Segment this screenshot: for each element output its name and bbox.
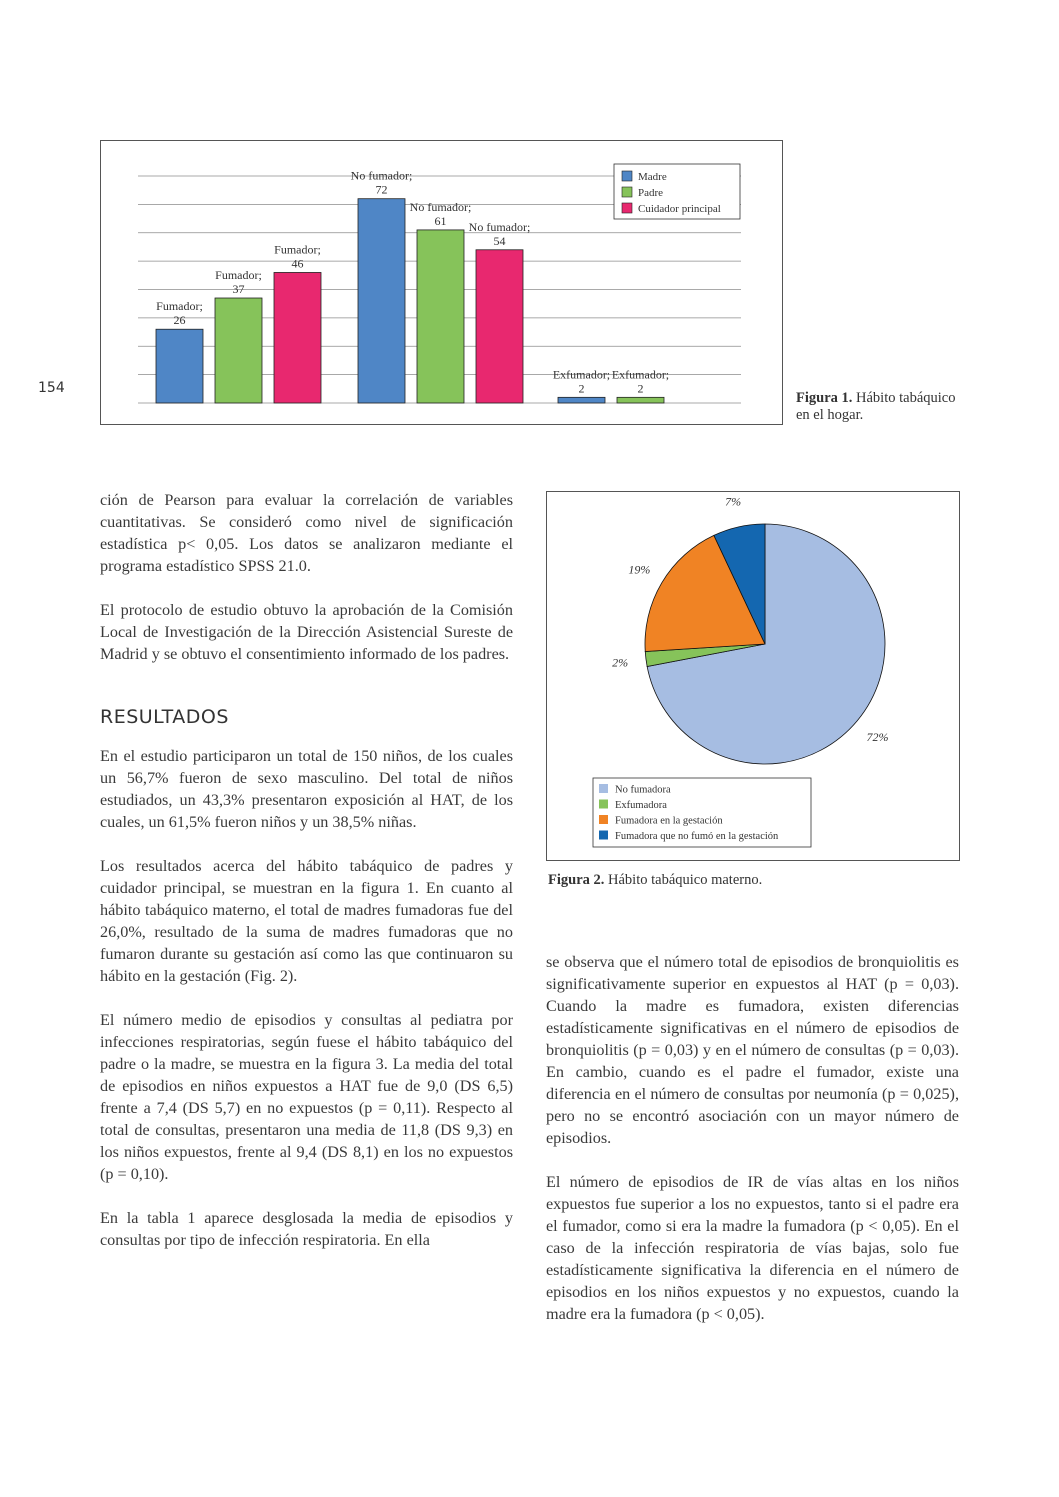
- bar-data-value: 2: [578, 381, 585, 396]
- figure-2-pie-chart: [546, 491, 960, 861]
- legend-label: Cuidador principal: [638, 203, 721, 215]
- paragraph: El protocolo de estudio obtuvo la aprobación de la Comisión Local de Investigación de la Dirección Asistencial Sureste de Madrid y se obtuvo el consentimiento informado de los padres.: [100, 601, 513, 663]
- bar: [215, 298, 262, 403]
- legend-swatch: [599, 815, 608, 824]
- paragraph: El número de episodios de IR de vías altas en los niños expuestos fue superior a los no expuestos, tanto si el padre era el fumador, como si era la madre la fumadora (p < 0,05). En el caso de la infección respiratoria de vías bajas, solo fue estadísticamente significativa la diferencia en el número de episodios en los niños expuestos y no expuestos, cuando la madre era la fumadora (p < 0,05).: [546, 1173, 959, 1323]
- legend-swatch: [599, 784, 608, 793]
- bar-data-value: 37: [232, 282, 245, 297]
- figure-2-caption-label: Figura 2.: [548, 872, 605, 888]
- left-column: [100, 489, 513, 1273]
- pie-percent-label: 2%: [612, 655, 629, 670]
- bar: [558, 397, 605, 403]
- figure-2-caption-text: Hábito tabáquico materno.: [608, 872, 763, 888]
- paragraph: El número medio de episodios y consultas al pediatra por infecciones respiratorias, según fuese el hábito tabáquico del padre o la madre, se muestra en la figura 3. La media del total de episodios en niños expuestos a HAT fue de 9,0 (DS 6,5) frente a 7,4 (DS 5,7) en no expuestos (p = 0,11). Respecto al total de consultas, presentaron una media de 11,8 (DS 9,3) en los niños expuestos, frente al 9,4 (DS 8,1) en los no expuestos (p = 0,10).: [100, 1011, 513, 1183]
- figure-1-caption-label: Figura 1.: [796, 390, 853, 406]
- legend-label: Fumadora en la gestación: [615, 815, 723, 827]
- legend-swatch: [599, 831, 608, 840]
- bar: [274, 272, 321, 403]
- bar-data-value: 26: [173, 313, 186, 328]
- legend-label: Padre: [638, 187, 664, 199]
- figure-1-caption-text: Hábito tabáquico en el hogar.: [796, 390, 956, 423]
- figure-1-caption: [796, 390, 971, 424]
- bar: [417, 230, 464, 403]
- bar: [156, 329, 203, 403]
- bar-data-label: Fumador;: [215, 268, 262, 283]
- pie-percent-label: 7%: [725, 494, 742, 509]
- page-number: 154: [38, 380, 65, 396]
- legend-label: Madre: [638, 171, 667, 183]
- legend-swatch: [622, 171, 632, 181]
- legend-label: No fumadora: [615, 784, 671, 796]
- bar-data-label: Fumador;: [274, 242, 321, 257]
- bar-data-label: Exfumador;: [611, 367, 670, 382]
- bar: [617, 397, 664, 403]
- paragraph: Los resultados acerca del hábito tabáquico de padres y cuidador principal, se muestran en la figura 1. En cuanto al hábito tabáquico materno, el total de madres fumadoras fue del 26,0%, resultado de la suma de madres fumadoras que no fumaron durante su gestación así como las que continuaron su hábito en la gestación (Fig. 2).: [100, 857, 513, 985]
- pie-chart-svg: [547, 492, 959, 860]
- legend-swatch: [622, 187, 632, 197]
- paragraph: se observa que el número total de episodios de bronquiolitis es significativamente superior en expuestos al HAT (p = 0,03). Cuando la madre es fumadora, existen diferencias estadísticamente significativas en el número de episodios de bronquiolitis (p = 0,03) y en el número de consultas (p = 0,03). En cambio, cuando es el padre el fumador, existe una diferencia en el número de consultas por neumonía (p = 0,025), pero no se encontró asociación con un mayor número de episodios.: [546, 953, 959, 1147]
- bar-data-value: 2: [637, 381, 644, 396]
- bar-chart-svg: [101, 141, 782, 424]
- legend-swatch: [599, 800, 608, 809]
- bar: [358, 199, 405, 403]
- paragraph: En el estudio participaron un total de 150 niños, de los cuales un 56,7% fueron de sexo masculino. Del total de niños estudiados, un 43,3% presentaron exposición al HAT, de los cuales, un 61,5% fueron niños y un 38,5% niñas.: [100, 747, 513, 831]
- bar: [476, 250, 523, 403]
- pie-percent-label: 19%: [628, 562, 651, 577]
- legend-swatch: [622, 203, 632, 213]
- legend-label: Exfumadora: [615, 800, 667, 811]
- section-heading: RESULTADOS: [100, 706, 229, 728]
- paragraph: ción de Pearson para evaluar la correlación de variables cuantitativas. Se consideró como nivel de significación estadística p< 0,05. Los datos se analizaron mediante el programa estadístico SPSS 21.0.: [100, 491, 513, 575]
- bar-data-label: Fumador;: [156, 299, 203, 314]
- bar-data-label: Exfumador;: [552, 367, 611, 382]
- bar-data-label: No fumador;: [350, 168, 413, 183]
- figure-1-bar-chart: [100, 140, 783, 425]
- figure-2-caption: [548, 872, 958, 889]
- bar-data-label: No fumador;: [468, 219, 531, 234]
- bar-data-value: 46: [291, 256, 304, 271]
- pie-percent-label: 72%: [866, 730, 889, 745]
- bar-data-value: 61: [434, 213, 447, 228]
- bar-data-value: 54: [493, 233, 506, 248]
- paragraph: En la tabla 1 aparece desglosada la media de episodios y consultas por tipo de infección respiratoria. En ella: [100, 1209, 513, 1249]
- legend-label: Fumadora que no fumó en la gestación: [615, 831, 779, 842]
- bar-data-label: No fumador;: [409, 199, 472, 214]
- right-column: [546, 951, 959, 1347]
- bar-data-value: 72: [375, 182, 388, 197]
